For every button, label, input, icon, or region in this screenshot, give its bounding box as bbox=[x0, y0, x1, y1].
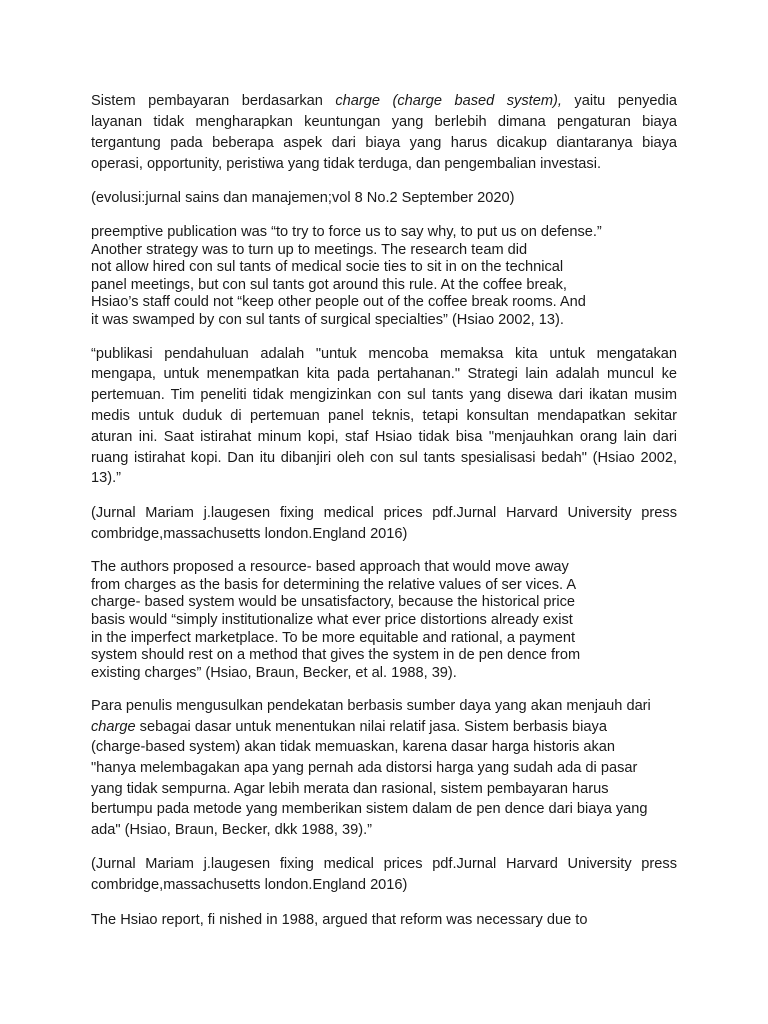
text-line bbox=[91, 647, 677, 665]
text-segment: “publikasi pendahuluan adalah "untuk mencoba memaksa kita untuk mengatakan bbox=[91, 345, 677, 362]
text-segment: not allow hired con sul tants of medical socie ties to sit in on the technical bbox=[91, 259, 564, 276]
text-line bbox=[91, 385, 677, 406]
text-line bbox=[91, 577, 677, 595]
text-segment: panel meetings, but con sul tants got around this rule. At the coffee break, bbox=[91, 276, 567, 293]
text-segment: "hanya melembagakan apa yang pernah ada distorsi harga yang sudah ada di pasar bbox=[91, 760, 638, 777]
text-line bbox=[91, 224, 677, 242]
text-segment: aturan ini. Saat istirahat minum kopi, staf Hsiao tidak bisa "menjauhkan orang lain dari bbox=[91, 428, 677, 445]
text-segment: Another strategy was to turn up to meetings. The research team did bbox=[91, 241, 528, 258]
text-line bbox=[91, 612, 677, 630]
text-segment: pertemuan. Tim peneliti tidak mengizinkan con sul tants yang disewa dari ikatan musim bbox=[91, 387, 677, 404]
text-line bbox=[91, 154, 677, 175]
text-line bbox=[91, 665, 677, 683]
text-segment: 13).” bbox=[91, 470, 122, 487]
text-segment: operasi, opportunity, peristiwa yang tidak terduga, dan pengembalian investasi. bbox=[91, 156, 602, 172]
text-segment: layanan tidak mengharapkan keuntungan yang berlebih dimana pengaturan biaya bbox=[91, 114, 677, 130]
text-line bbox=[91, 294, 677, 312]
text-segment: preemptive publication was “to try to force us to say why, to put us on defense.” bbox=[91, 224, 602, 240]
text-segment: Sistem pembayaran berdasarkan bbox=[91, 93, 336, 109]
text-line bbox=[91, 468, 677, 489]
text-line bbox=[91, 630, 677, 648]
paragraph-charge-system bbox=[91, 91, 677, 175]
text-segment: in the imperfect marketplace. To be more equitable and rational, a payment bbox=[91, 629, 576, 646]
citation-evolusi bbox=[91, 188, 677, 209]
italic-term: charge bbox=[91, 718, 136, 735]
text-line bbox=[91, 344, 677, 365]
paragraph-translation-publikasi bbox=[91, 344, 677, 490]
text-segment: mengapa, untuk menempatkan kita pada pertahanan." Strategi lain adalah muncul ke bbox=[91, 366, 677, 383]
text-segment: The authors proposed a resource- based approach that would move away bbox=[91, 559, 569, 576]
text-line bbox=[91, 406, 677, 427]
text-segment: The Hsiao report, fi nished in 1988, argued that reform was necessary due to bbox=[91, 912, 588, 929]
text-segment: combridge,massachusetts london.England 2016) bbox=[91, 877, 408, 894]
text-line bbox=[91, 910, 677, 931]
text-line bbox=[91, 503, 677, 524]
text-segment: system should rest on a method that gives the system in de pen dence from bbox=[91, 647, 581, 664]
text-line bbox=[91, 875, 677, 896]
text-line bbox=[91, 133, 677, 154]
text-line bbox=[91, 524, 677, 545]
text-line bbox=[91, 427, 677, 448]
text-line bbox=[91, 758, 677, 779]
text-line bbox=[91, 364, 677, 385]
text-line bbox=[91, 91, 677, 112]
paragraph-translation-penulis bbox=[91, 696, 677, 840]
text-line bbox=[91, 559, 677, 577]
text-segment: Hsiao’s staff could not “keep other people out of the coffee break rooms. And bbox=[91, 294, 586, 311]
citation-laugesen-1 bbox=[91, 503, 677, 545]
text-line bbox=[91, 242, 677, 260]
text-segment: sebagai dasar untuk menentukan nilai relatif jasa. Sistem berbasis biaya bbox=[135, 718, 607, 735]
text-line bbox=[91, 696, 677, 717]
text-segment: ada" (Hsiao, Braun, Becker, dkk 1988, 39).” bbox=[91, 821, 372, 838]
text-line bbox=[91, 448, 677, 469]
text-segment: (charge-based system) akan tidak memuaskan, karena dasar harga historis akan bbox=[91, 739, 616, 756]
text-line bbox=[91, 799, 677, 820]
text-segment: basis would “simply institutionalize what ever price distortions already exist bbox=[91, 611, 573, 628]
paragraph-hsiao-report bbox=[91, 910, 677, 931]
text-segment: Para penulis mengusulkan pendekatan berbasis sumber daya yang akan menjauh dari bbox=[91, 698, 651, 715]
text-segment: yaitu penyedia bbox=[561, 93, 677, 109]
text-line bbox=[91, 259, 677, 277]
text-segment: tergantung pada beberapa aspek dari biaya yang harus dicakup diantaranya biaya bbox=[91, 135, 677, 151]
quote-english-authors bbox=[91, 559, 677, 682]
text-segment: ruang istirahat kopi. Dan itu dibanjiri oleh con sul tants spesialisasi bedah" (Hsiao 2002, bbox=[91, 449, 677, 466]
text-segment: yang tidak sempurna. Agar lebih merata dan rasional, sistem pembayaran harus bbox=[91, 780, 609, 797]
text-segment: medis untuk duduk di pertemuan panel teknis, tetapi konsultan mendapatkan sekitar bbox=[91, 407, 677, 424]
text-line bbox=[91, 820, 677, 841]
text-line bbox=[91, 594, 677, 612]
text-segment: charge- based system would be unsatisfactory, because the historical price bbox=[91, 594, 576, 611]
text-segment: (Jurnal Mariam j.laugesen fixing medical prices pdf.Jurnal Harvard University press bbox=[91, 856, 677, 873]
text-line bbox=[91, 188, 677, 209]
quote-english-preemptive bbox=[91, 224, 677, 330]
text-segment: from charges as the basis for determining the relative values of ser vices. A bbox=[91, 576, 577, 593]
document-page bbox=[91, 91, 677, 945]
text-line bbox=[91, 717, 677, 738]
text-segment: bertumpu pada metode yang memberikan sistem dalam de pen dence dari biaya yang bbox=[91, 801, 648, 818]
text-line bbox=[91, 737, 677, 758]
text-segment: (evolusi:jurnal sains dan manajemen;vol 8 No.2 September 2020) bbox=[91, 190, 515, 206]
text-segment: combridge,massachusetts london.England 2016) bbox=[91, 526, 408, 543]
text-segment: (Jurnal Mariam j.laugesen fixing medical prices pdf.Jurnal Harvard University press bbox=[91, 505, 677, 522]
text-line bbox=[91, 854, 677, 875]
text-segment: existing charges” (Hsiao, Braun, Becker, et al. 1988, 39). bbox=[91, 664, 457, 681]
text-line bbox=[91, 277, 677, 295]
text-line bbox=[91, 312, 677, 330]
italic-term: charge (charge based system), bbox=[335, 93, 562, 109]
text-line bbox=[91, 112, 677, 133]
text-line bbox=[91, 779, 677, 800]
text-segment: it was swamped by con sul tants of surgical specialties” (Hsiao 2002, 13). bbox=[91, 311, 564, 328]
citation-laugesen-2 bbox=[91, 854, 677, 896]
